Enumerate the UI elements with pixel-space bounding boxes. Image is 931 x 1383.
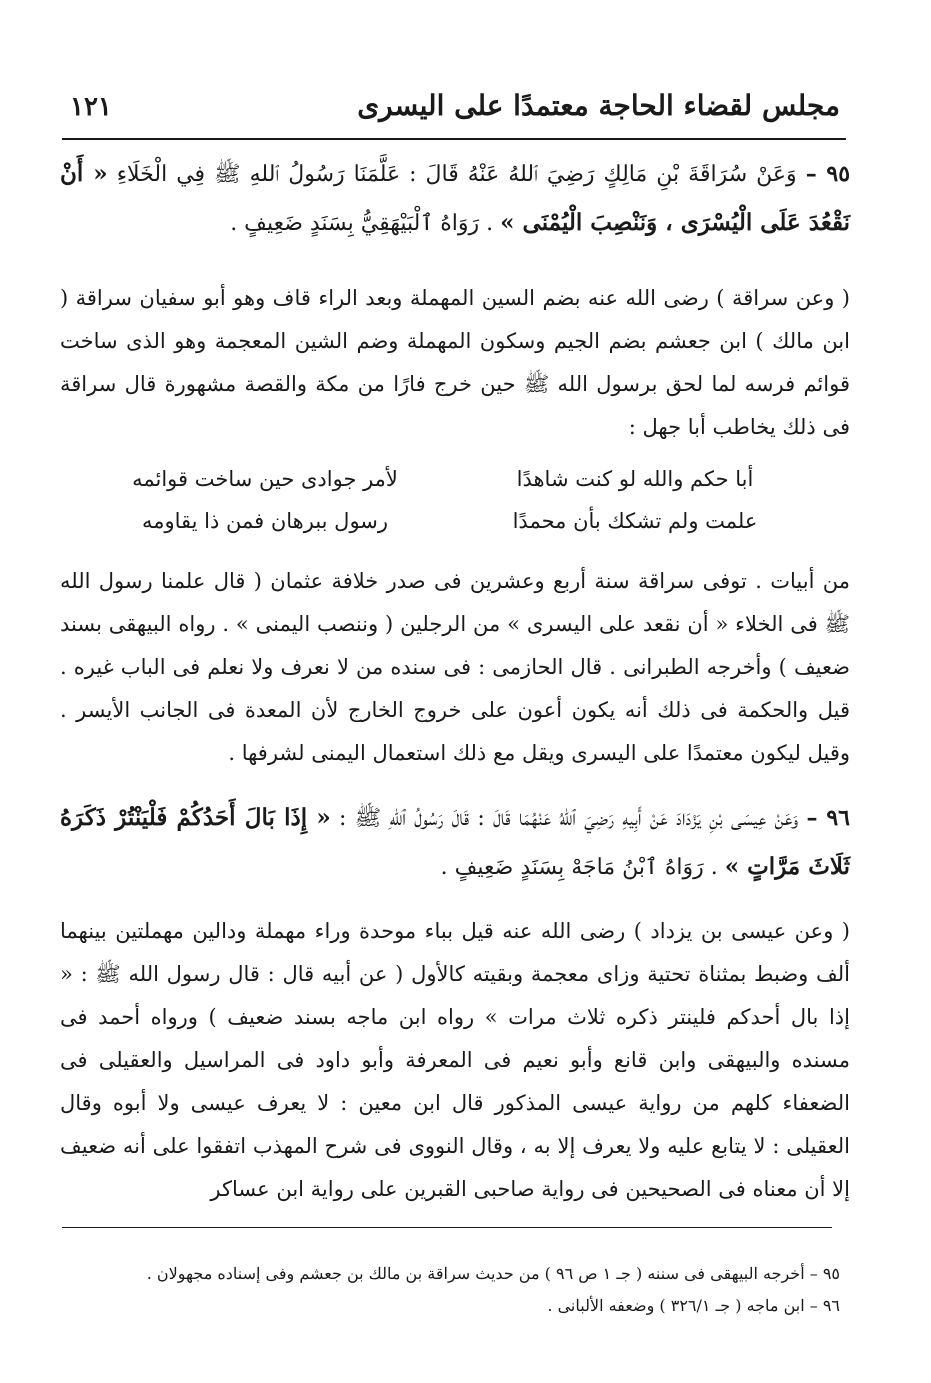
hadith-number: ٩٥ – [805,161,851,187]
page-header [70,78,840,122]
footnote-rule [62,1227,832,1228]
hadith-intro: وَعَنْ سُرَاقَةَ بْنِ مَالِكٍ رَضِيَ ٱللهُ عَنْهُ قَالَ : عَلَّمَنَا رَسُولُ ٱللهِ ﷺ فِي الْخَلَاءِ [116,162,797,187]
poem-verse [110,458,790,500]
hadith-matn: « أَنْ نَقْعُدَ عَلَى الْيُسْرَى ، وَنَنْصِبَ الْيُمْنَى » [60,160,850,236]
poem-first-hemistich: علمت ولم تشكك بأن محمدًا [512,509,758,533]
poem-second-hemistich: رسول ببرهان فمن ذا يقاومه [141,509,389,533]
footnote-96: ٩٦ – ابن ماجه ( جـ ٣٢٦/١ ) وضعفه الألبانى . [547,1296,840,1315]
header-rule [62,138,846,140]
page-number: ١٢١ [70,92,112,122]
hadith-intro: وَعَنْ عِيسَى بْنِ يَزْدَادَ عَنْ أَبِيهِ رَضِيَ ٱللهُ عَنْهُمَا قَالَ : قَالَ رَسُولُ ٱللهِ ﷺ : [339,806,799,831]
commentary-95-a: ( وعن سراقة ) رضى الله عنه بضم السين المهملة وبعد الراء قاف وهو أبو سفيان سراقة ( ابن مالك ) ابن جعشم بضم الجيم وسكون المهملة وضم الشين المعجمة وهو الذى ساخت قوائم فرسه لما لحق برسول الله ﷺ حين خرج فارًا من مكة والقصة مشهورة قال سراقة فى ذلك يخاطب أبا جهل : [60,286,850,439]
running-title: مجلس لقضاء الحاجة معتمدًا على اليسرى [357,89,840,122]
commentary-96: ( وعن عيسى بن يزداد ) رضى الله عنه قيل بباء موحدة وراء مهملة ودالين مهملتين بينهما ألف وضبط بمثناة تحتية وزاى معجمة وبقيته كالأول ( عن أبيه قال : قال رسول الله ﷺ : « إذا بال أحدكم فلينتر ذكره ثلاث مرات » رواه ابن ماجه بسند ضعيف ) ورواه أحمد فى مسنده والبيهقى وابن قانع وأبو نعيم فى المعرفة وأبو داود فى المراسيل والعقيلى فى الضعفاء كلهم من رواية عيسى المذكور قال ابن معين : لا يعرف عيسى ولا أبوه وقال العقيلى : لا يتابع عليه ولا يعرف إلا به ، وقال النووى فى شرح المهذب اتفقوا على أنه ضعيف إلا أن معناه فى الصحيحين فى رواية صاحبى القبرين على رواية ابن عساكر [60,919,850,1201]
footnotes [60,1258,840,1322]
poem-first-hemistich: أبا حكم والله لو كنت شاهدًا [516,467,754,491]
hadith-96 [60,794,850,892]
hadith-matn: « إِذَا بَالَ أَحَدُكُمْ فَلْيَنْتُرْ ذَكَرَهُ ثَلَاثَ مَرَّاتٍ » [60,804,850,880]
hadith-grading: . رَوَاهُ ٱلْبَيْهَقِيُّ بِسَنَدٍ ضَعِيفٍ . [230,211,494,236]
hadith-grading: . رَوَاهُ ٱبْنُ مَاجَهْ بِسَنَدٍ ضَعِيفٍ . [440,855,718,880]
poem-verse [110,500,790,542]
footnote-95: ٩٥ – أخرجه البيهقى فى سننه ( جـ ١ ص ٩٦ ) من حديث سراقة بن مالك بن جعشم وفى إسناده مجهولان . [146,1264,840,1283]
hadith-number: ٩٦ – [806,805,850,831]
hadith-95 [60,150,850,248]
poem [110,458,790,542]
commentary-95-b: من أبيات . توفى سراقة سنة أربع وعشرين فى صدر خلافة عثمان ( قال علمنا رسول الله ﷺ فى الخلاء « أن نقعد على اليسرى » من الرجلين ( وننصب اليمنى » . رواه البيهقى بسند ضعيف ) وأخرجه الطبرانى . قال الحازمى : فى سنده من لا نعرف ولا نعلم فى الباب غيره . قيل والحكمة فى ذلك أنه يكون أعون على خروج الخارج لأن المعدة فى الجانب الأيسر . وقيل ليكون معتمدًا على اليسرى ويقل مع ذلك استعمال اليمنى لشرفها . [60,569,850,765]
poem-second-hemistich: لأمر جوادى حين ساخت قوائمه [132,467,398,491]
